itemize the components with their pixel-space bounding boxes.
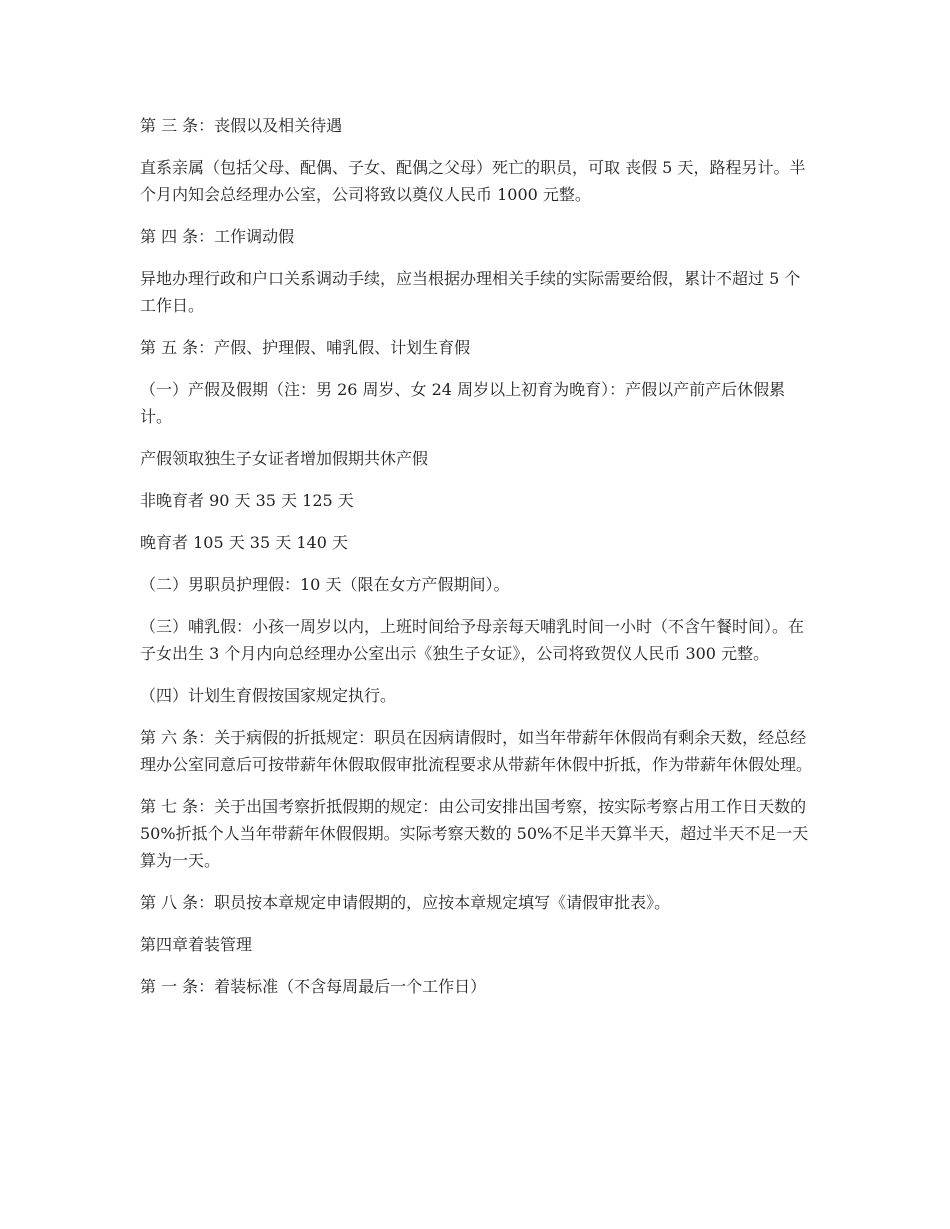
article-heading: 第 一 条：着装标准（不含每周最后一个工作日） <box>140 977 487 996</box>
document-body <box>140 112 812 1015</box>
paragraph: 晚育者 105 天 35 天 140 天 <box>140 533 348 552</box>
paragraph: （三）哺乳假：小孩一周岁以内，上班时间给予母亲每天哺乳时间一小时（不含午餐时间）。在子女出生 3 个月内向总经理办公室出示《独生子女证》，公司将致贺仪人民币 300 元整。 <box>140 617 805 663</box>
article-paragraph: 第 六 条：关于病假的折抵规定：职员在因病请假时，如当年带薪年休假尚有剩余天数，经总经理办公室同意后可按带薪年休假取假审批流程要求从带薪年休假中折抵，作为带薪年休假处理。 <box>140 728 813 774</box>
paragraph: 异地办理行政和户口关系调动手续，应当根据办理相关手续的实际需要给假，累计不超过 5 个工作日。 <box>140 269 801 315</box>
paragraph: （四）计划生育假按国家规定执行。 <box>140 686 397 705</box>
paragraph: （二）男职员护理假：10 天（限在女方产假期间）。 <box>140 575 510 594</box>
paragraph: 非晚育者 90 天 35 天 125 天 <box>140 491 354 510</box>
chapter-heading: 第四章着装管理 <box>140 935 253 954</box>
paragraph: （一）产假及假期（注：男 26 周岁、女 24 周岁以上初育为晚育）：产假以产前产后休假累计。 <box>140 380 786 426</box>
article-heading: 第 五 条：产假、护理假、哺乳假、计划生育假 <box>140 338 471 357</box>
article-paragraph: 第 七 条：关于出国考察折抵假期的规定：由公司安排出国考察，按实际考察占用工作日天数的 50%折抵个人当年带薪年休假假期。实际考察天数的 50%不足半天算半天，超过半天不足一天算为一天。 <box>140 797 809 870</box>
article-heading: 第 三 条：丧假以及相关待遇 <box>140 116 343 135</box>
article-paragraph: 第 八 条：职员按本章规定申请假期的，应按本章规定填写《请假审批表》。 <box>140 893 671 912</box>
paragraph: 直系亲属（包括父母、配偶、子女、配偶之父母）死亡的职员，可取 丧假 5 天，路程另计。半个月内知会总经理办公室，公司将致以奠仪人民币 1000 元整。 <box>140 158 806 204</box>
article-heading: 第 四 条：工作调动假 <box>140 227 295 246</box>
paragraph: 产假领取独生子女证者增加假期共休产假 <box>140 449 429 468</box>
